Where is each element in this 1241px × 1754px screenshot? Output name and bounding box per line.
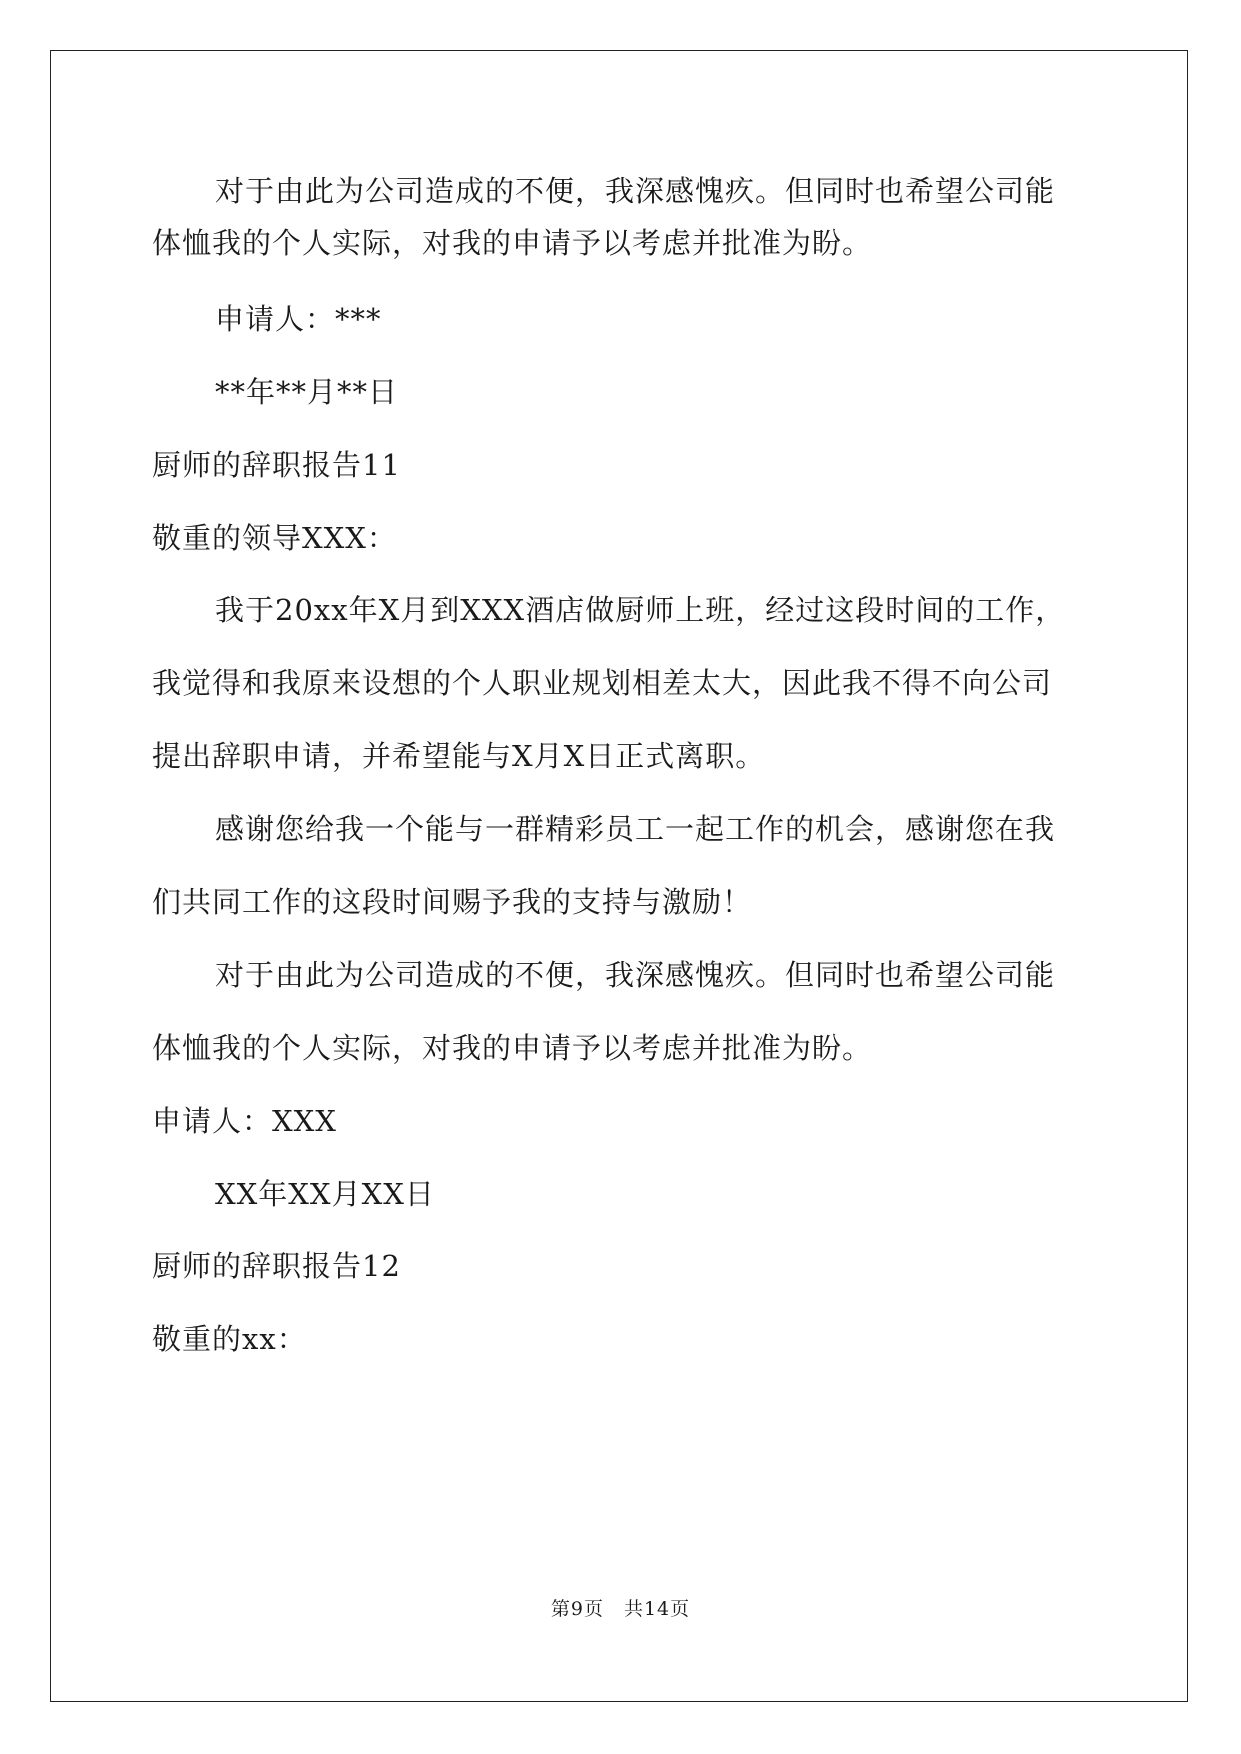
- paragraph-line: 对于由此为公司造成的不便，我深感愧疚。但同时也希望公司能: [215, 174, 1056, 208]
- paragraph-line: 对于由此为公司造成的不便，我深感愧疚。但同时也希望公司能: [215, 958, 1056, 992]
- signature-date: **年**月**日: [215, 375, 399, 409]
- signature-applicant: 申请人：***: [215, 302, 382, 336]
- page-border: [50, 50, 1188, 1702]
- salutation: 敬重的领导XXX：: [152, 521, 397, 555]
- page-number: 第9页 共14页: [550, 1598, 691, 1620]
- salutation: 敬重的xx：: [152, 1322, 307, 1356]
- paragraph-line: 体恤我的个人实际，对我的申请予以考虑并批准为盼。: [152, 226, 873, 260]
- paragraph-line: 提出辞职申请，并希望能与X月X日正式离职。: [152, 739, 766, 773]
- paragraph-line: 我觉得和我原来设想的个人职业规划相差太大，因此我不得不向公司: [152, 666, 1053, 700]
- paragraph-line: 感谢您给我一个能与一群精彩员工一起工作的机会，感谢您在我: [215, 812, 1056, 846]
- signature-date: XX年XX月XX日: [215, 1177, 435, 1211]
- section-heading: 厨师的辞职报告11: [152, 448, 401, 482]
- signature-applicant: 申请人：XXX: [152, 1104, 337, 1138]
- paragraph-line: 我于20xx年X月到XXX酒店做厨师上班，经过这段时间的工作，: [215, 593, 1066, 627]
- paragraph-line: 体恤我的个人实际，对我的申请予以考虑并批准为盼。: [152, 1031, 873, 1065]
- section-heading: 厨师的辞职报告12: [152, 1249, 401, 1283]
- paragraph-line: 们共同工作的这段时间赐予我的支持与激励！: [152, 885, 753, 919]
